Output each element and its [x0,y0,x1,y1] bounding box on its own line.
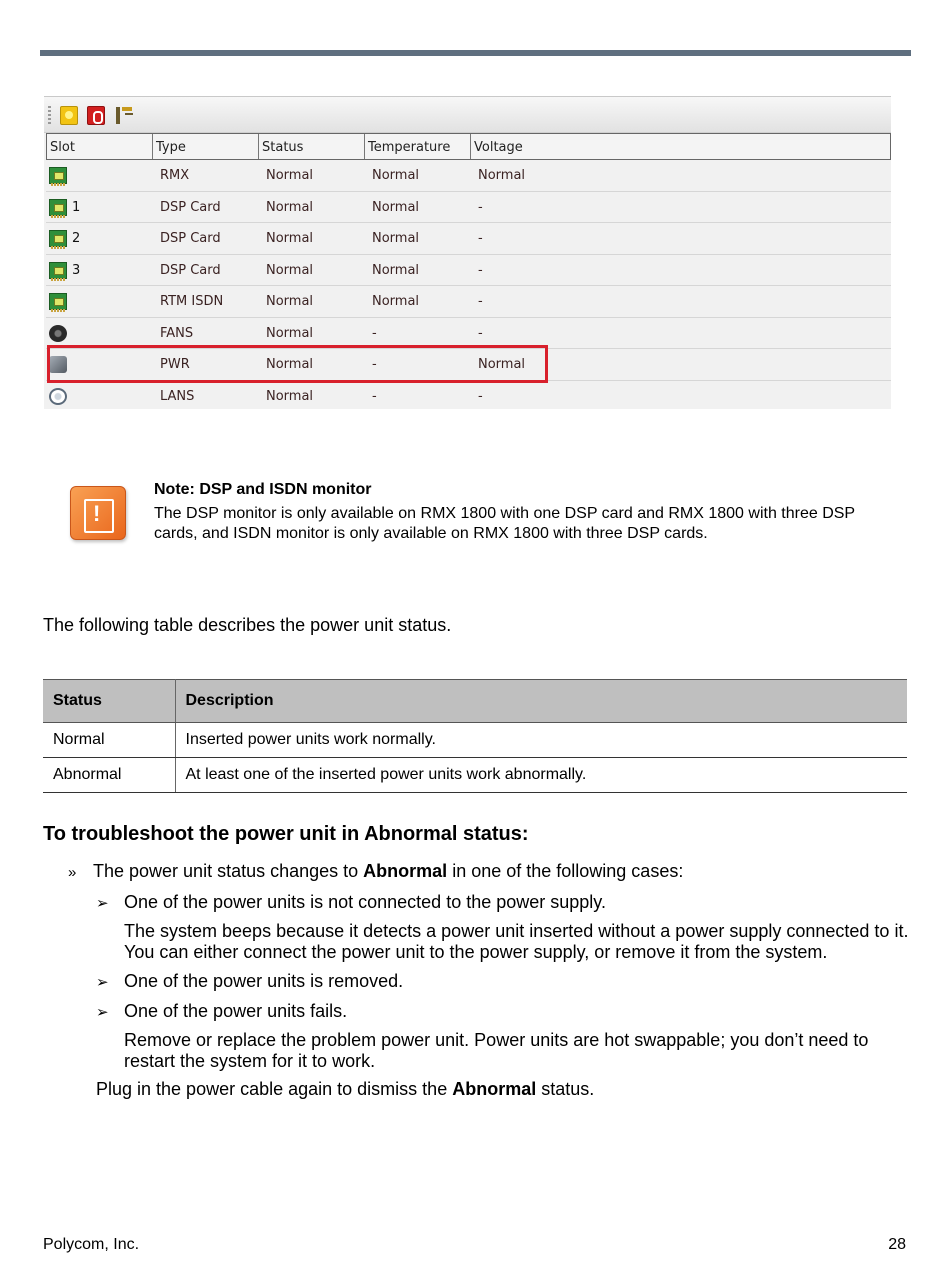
stop-icon[interactable] [87,106,105,125]
description-cell: At least one of the inserted power units work abnormally. [175,758,907,793]
header-rule [40,50,911,56]
description-header: Description [175,680,907,723]
bullet-text-bold: Abnormal [363,861,448,881]
type-cell: DSP Card [160,231,221,246]
pwr-row-highlight [47,345,548,383]
table-row[interactable] [46,223,891,255]
status-cell: Normal [266,199,314,215]
card-icon [49,230,67,247]
monitor-toolbar [44,97,891,133]
table-row[interactable] [46,381,891,410]
temperature-cell: Normal [372,262,420,278]
card-icon [49,293,67,310]
bullet-text-post: in one of the following cases: [447,861,684,881]
column-type[interactable]: Type [153,134,259,159]
plug-text-bold: Abnormal [452,1079,537,1099]
footer-page-number: 28 [888,1236,906,1253]
status-cell: Normal [266,357,314,372]
table-row[interactable] [46,160,891,192]
note-icon [70,486,126,540]
main-bullet [68,861,683,882]
description-cell: Inserted power units work normally. [175,723,907,758]
status-cell: Normal [266,168,314,183]
slot-number: 2 [72,231,81,246]
status-cell: Normal [266,325,314,341]
slot-number: 1 [72,199,81,215]
lan-icon [49,388,67,405]
case-text: One of the power units fails. [124,1001,348,1021]
power-status-table [43,679,907,793]
card-icon [49,262,67,279]
status-cell: Abnormal [43,758,175,793]
case-item [96,1001,347,1022]
card-icon [49,199,67,216]
temperature-cell: Normal [372,231,420,246]
arrow-bullet-icon: ➢ [96,1004,109,1021]
hardware-table-header [46,133,891,160]
temperature-cell: Normal [372,294,420,309]
type-cell: DSP Card [160,199,221,215]
type-cell: LANS [160,388,195,404]
case-detail: Remove or replace the problem power unit. Power units are hot swappable; you don’t need to restart the system for it to work. [124,1030,869,1071]
voltage-cell: - [478,294,483,309]
voltage-cell: - [478,231,483,246]
plug-text-pre: Plug in the power cable again to dismiss the [96,1079,453,1099]
plug-text-post: status. [536,1079,595,1099]
temperature-cell: - [372,357,377,372]
arrow-bullet-icon: ➢ [96,895,109,912]
case-text: One of the power units is removed. [124,971,404,991]
temperature-cell: - [372,325,377,341]
status-cell: Normal [266,294,314,309]
table-row [43,758,907,793]
case-item [96,971,403,992]
slot-number: 3 [72,262,81,278]
table-row[interactable] [46,255,891,287]
type-cell: PWR [160,357,190,372]
footer-company: Polycom, Inc. [43,1236,140,1253]
status-cell: Normal [43,723,175,758]
case-item [96,892,606,913]
temperature-cell: Normal [372,168,420,183]
arrow-bullet-icon: ➢ [96,974,109,991]
status-cell: Normal [266,262,314,278]
note-title: Note: DSP and ISDN monitor [154,481,372,498]
column-status[interactable]: Status [259,134,365,159]
table-row[interactable] [46,286,891,318]
status-cell: Normal [266,388,314,404]
toolbar-grip-icon [48,106,51,124]
type-cell: RTM ISDN [160,294,224,309]
voltage-cell: Normal [478,168,526,183]
tools-icon[interactable] [114,106,132,125]
card-icon [49,167,67,184]
table-row[interactable] [46,192,891,224]
table-row [43,723,907,758]
troubleshoot-heading: To troubleshoot the power unit in Abnormal status: [43,823,529,845]
plug-instruction [96,1079,594,1100]
temperature-cell: - [372,388,377,404]
voltage-cell: - [478,262,483,278]
type-cell: FANS [160,325,194,341]
voltage-cell: - [478,199,483,215]
type-cell: RMX [160,168,190,183]
case-text: One of the power units is not connected to the power supply. [124,892,606,912]
column-voltage[interactable]: Voltage [474,140,523,155]
column-slot[interactable]: Slot [47,134,153,159]
case-detail: The system beeps because it detects a power unit inserted without a power supply connected to it. You can either connect the power unit to the power supply, or remove it from the system. [124,921,909,962]
temperature-cell: Normal [372,199,420,215]
status-cell: Normal [266,231,314,246]
column-temperature[interactable]: Temperature [365,134,471,159]
fan-icon [49,325,67,342]
table-header-row [43,680,907,723]
sun-refresh-icon[interactable] [60,106,78,125]
hardware-monitor-screenshot [44,96,891,409]
status-header: Status [43,680,175,723]
intro-paragraph: The following table describes the power unit status. [43,615,452,635]
type-cell: DSP Card [160,262,221,278]
bullet-text-pre: The power unit status changes to [93,861,364,881]
note-body: The DSP monitor is only available on RMX 1800 with one DSP card and RMX 1800 with three DSP cards, and ISDN monitor is only available on RMX 1800 with three DSP cards. [154,505,855,542]
voltage-cell: Normal [478,357,526,372]
voltage-cell: - [478,325,483,341]
voltage-cell: - [478,388,483,404]
bullet-chevron-icon: » [68,864,77,881]
